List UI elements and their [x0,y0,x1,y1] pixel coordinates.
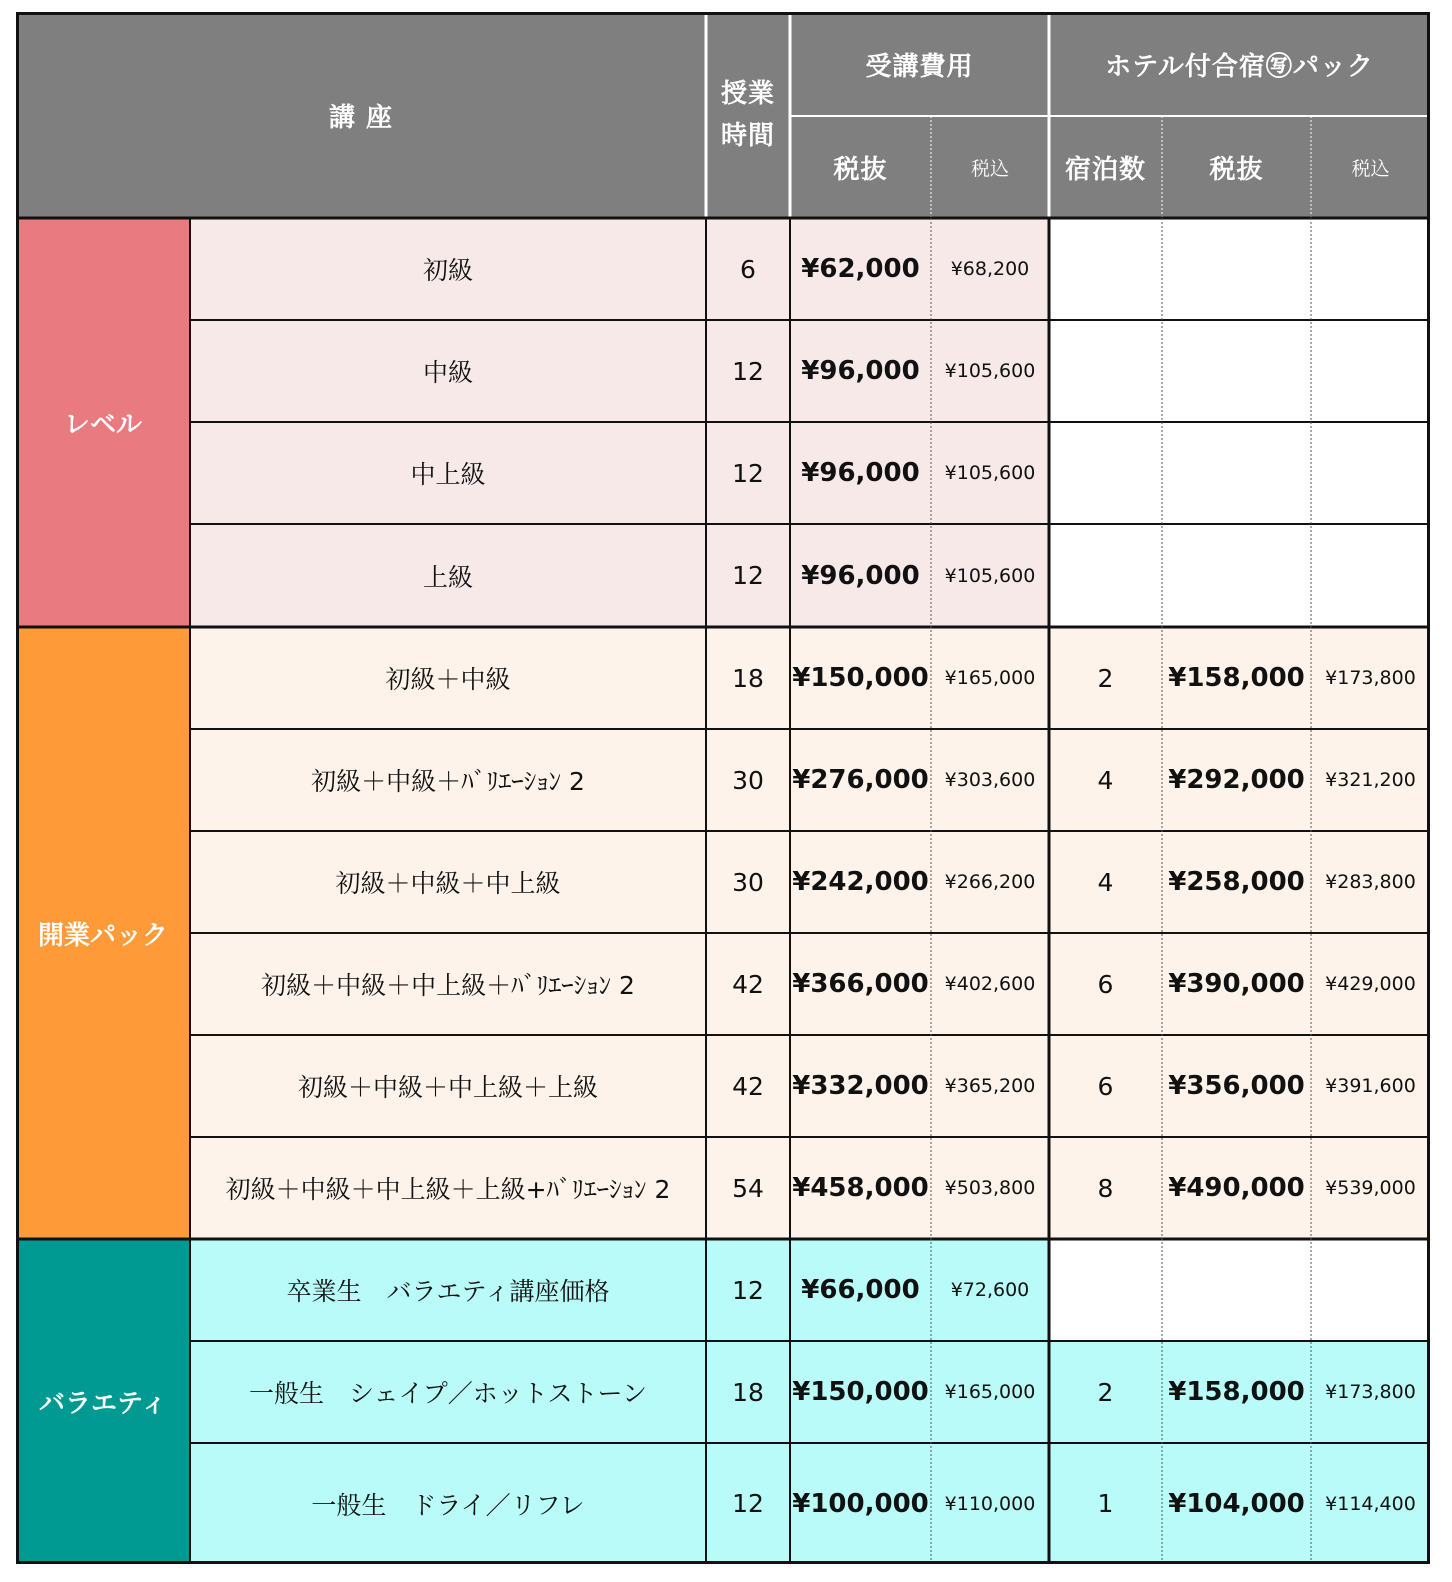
header-hours-label: 授業 時間 [720,79,775,151]
hotel-incl-tax-cell: ¥283,800 [1311,831,1430,933]
nights-cell [1049,320,1162,422]
header-nights: 宿泊数 [1049,116,1162,218]
course-name-cell: 初級＋中級＋中上級＋上級 [190,1035,706,1137]
hotel-excl-tax-cell: ¥258,000 [1162,831,1311,933]
class-hours-cell: 12 [706,422,790,524]
header-hotel-ex: 税抜 [1162,116,1311,218]
fee-incl-tax-cell: ¥165,000 [931,627,1049,729]
hotel-incl-tax-cell [1311,320,1430,422]
fee-excl-tax-cell: ¥366,000 [790,933,931,1035]
nights-cell: 4 [1049,831,1162,933]
class-hours-cell: 12 [706,320,790,422]
course-name-cell: 上級 [190,524,706,627]
fee-excl-tax-cell: ¥96,000 [790,320,931,422]
hotel-excl-tax-cell: ¥490,000 [1162,1137,1311,1239]
nights-cell: 6 [1049,1035,1162,1137]
course-name-cell: 初級＋中級 [190,627,706,729]
fee-excl-tax-cell: ¥458,000 [790,1137,931,1239]
course-name-cell: 初級＋中級＋中上級＋ﾊﾞﾘｴｰｼｮﾝ 2 [190,933,706,1035]
course-name-cell: 一般生 ドライ／リフレ [190,1443,706,1564]
fee-incl-tax-cell: ¥105,600 [931,320,1049,422]
header-fee-ex: 税抜 [790,116,931,218]
nights-cell: 6 [1049,933,1162,1035]
fee-excl-tax-cell: ¥150,000 [790,627,931,729]
hotel-incl-tax-cell: ¥173,800 [1311,627,1430,729]
class-hours-cell: 54 [706,1137,790,1239]
nights-cell: 2 [1049,1341,1162,1443]
course-name-cell: 中上級 [190,422,706,524]
hotel-excl-tax-cell: ¥158,000 [1162,627,1311,729]
fee-incl-tax-cell: ¥365,200 [931,1035,1049,1137]
course-name-cell: 一般生 シェイプ／ホットストーン [190,1341,706,1443]
class-hours-cell: 18 [706,627,790,729]
fee-incl-tax-cell: ¥110,000 [931,1443,1049,1564]
category-level: レベル [16,218,190,627]
class-hours-cell: 12 [706,1443,790,1564]
header-course: 講 座 [16,12,706,218]
nights-cell [1049,422,1162,524]
header-fee-in: 税込 [931,116,1049,218]
hotel-excl-tax-cell: ¥104,000 [1162,1443,1311,1564]
fee-incl-tax-cell: ¥68,200 [931,218,1049,320]
course-name-cell: 初級 [190,218,706,320]
class-hours-cell: 42 [706,933,790,1035]
hotel-excl-tax-cell: ¥356,000 [1162,1035,1311,1137]
hotel-excl-tax-cell [1162,524,1311,627]
fee-excl-tax-cell: ¥242,000 [790,831,931,933]
hotel-incl-tax-cell: ¥173,800 [1311,1341,1430,1443]
fee-incl-tax-cell: ¥402,600 [931,933,1049,1035]
hotel-incl-tax-cell: ¥321,200 [1311,729,1430,831]
class-hours-cell: 18 [706,1341,790,1443]
nights-cell: 4 [1049,729,1162,831]
hotel-incl-tax-cell [1311,1239,1430,1341]
hotel-excl-tax-cell: ¥390,000 [1162,933,1311,1035]
class-hours-cell: 12 [706,524,790,627]
nights-cell [1049,524,1162,627]
fee-excl-tax-cell: ¥62,000 [790,218,931,320]
hotel-incl-tax-cell [1311,422,1430,524]
hotel-incl-tax-cell: ¥429,000 [1311,933,1430,1035]
nights-cell: 8 [1049,1137,1162,1239]
fee-excl-tax-cell: ¥100,000 [790,1443,931,1564]
course-name-cell: 初級＋中級＋中上級 [190,831,706,933]
hotel-incl-tax-cell [1311,218,1430,320]
header-hotel-in: 税込 [1311,116,1430,218]
nights-cell [1049,218,1162,320]
nights-cell [1049,1239,1162,1341]
fee-incl-tax-cell: ¥105,600 [931,422,1049,524]
hotel-incl-tax-cell [1311,524,1430,627]
header-hours [706,12,790,218]
hotel-incl-tax-cell: ¥539,000 [1311,1137,1430,1239]
fee-excl-tax-cell: ¥66,000 [790,1239,931,1341]
course-name-cell: 卒業生 バラエティ講座価格 [190,1239,706,1341]
class-hours-cell: 30 [706,831,790,933]
fee-excl-tax-cell: ¥150,000 [790,1341,931,1443]
hotel-excl-tax-cell: ¥292,000 [1162,729,1311,831]
fee-excl-tax-cell: ¥96,000 [790,524,931,627]
class-hours-cell: 12 [706,1239,790,1341]
category-variety: バラエティ [16,1239,190,1564]
fee-incl-tax-cell: ¥266,200 [931,831,1049,933]
fee-incl-tax-cell: ¥165,000 [931,1341,1049,1443]
fee-incl-tax-cell: ¥503,800 [931,1137,1049,1239]
hotel-excl-tax-cell [1162,320,1311,422]
class-hours-cell: 6 [706,218,790,320]
price-table [16,12,1430,1564]
hotel-excl-tax-cell: ¥158,000 [1162,1341,1311,1443]
category-starter-pack: 開業パック [16,627,190,1239]
header-fee-group: 受講費用 [790,12,1049,116]
course-name-cell: 初級＋中級＋ﾊﾞﾘｴｰｼｮﾝ 2 [190,729,706,831]
fee-excl-tax-cell: ¥332,000 [790,1035,931,1137]
header-hotel-group: ホテル付合宿㊢パック [1049,12,1430,116]
hotel-excl-tax-cell [1162,218,1311,320]
fee-incl-tax-cell: ¥72,600 [931,1239,1049,1341]
nights-cell: 2 [1049,627,1162,729]
hotel-incl-tax-cell: ¥114,400 [1311,1443,1430,1564]
fee-incl-tax-cell: ¥105,600 [931,524,1049,627]
course-name-cell: 初級＋中級＋中上級＋上級+ﾊﾞﾘｴｰｼｮﾝ 2 [190,1137,706,1239]
hotel-incl-tax-cell: ¥391,600 [1311,1035,1430,1137]
course-name-cell: 中級 [190,320,706,422]
class-hours-cell: 30 [706,729,790,831]
class-hours-cell: 42 [706,1035,790,1137]
nights-cell: 1 [1049,1443,1162,1564]
fee-incl-tax-cell: ¥303,600 [931,729,1049,831]
fee-excl-tax-cell: ¥276,000 [790,729,931,831]
fee-excl-tax-cell: ¥96,000 [790,422,931,524]
hotel-excl-tax-cell [1162,1239,1311,1341]
hotel-excl-tax-cell [1162,422,1311,524]
